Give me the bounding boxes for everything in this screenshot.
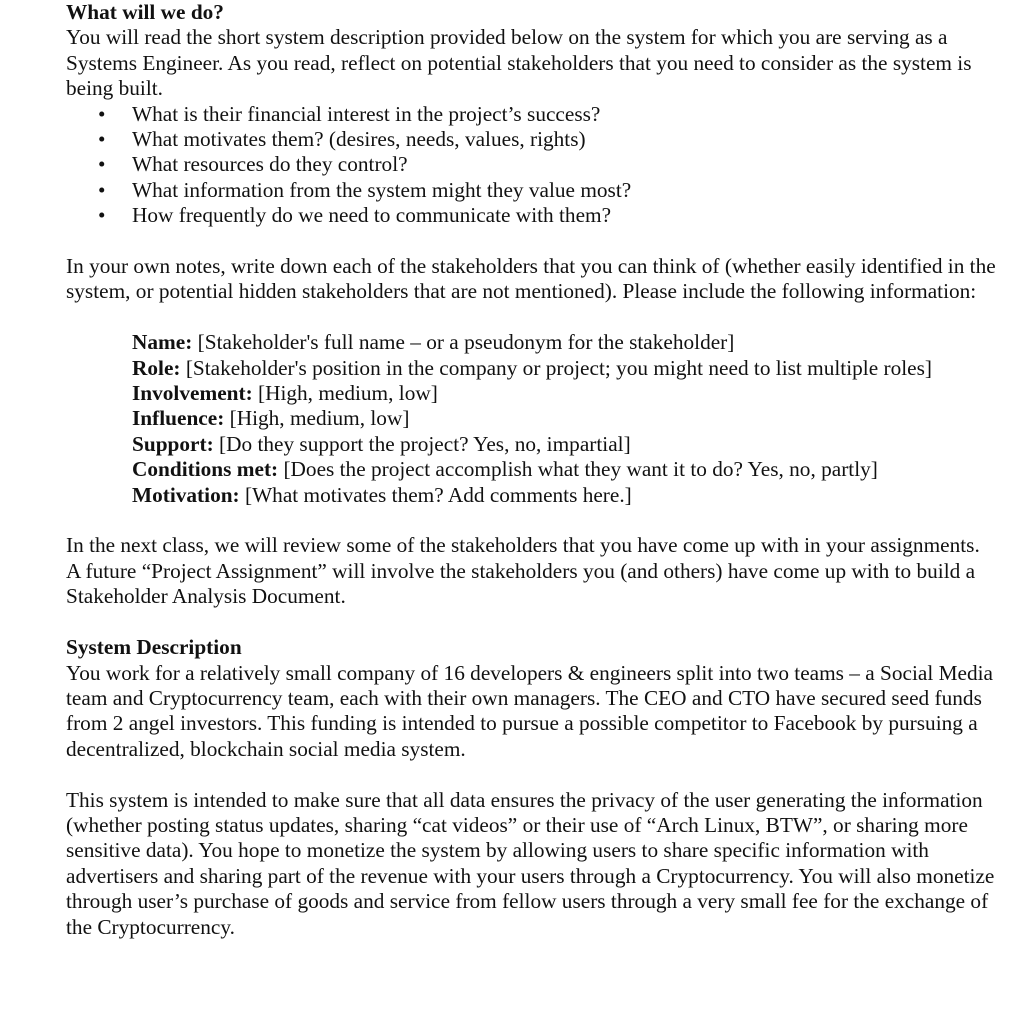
question-text: What motivates them? (desires, needs, values, rights): [132, 127, 586, 152]
question-list: [66, 102, 996, 229]
field-label: Name:: [132, 330, 193, 355]
spacer: [66, 229, 996, 254]
list-item: [66, 102, 996, 127]
bullet-icon: •: [98, 177, 106, 202]
field-label: Role:: [132, 355, 181, 380]
what-will-we-do-heading: What will we do?: [66, 0, 224, 24]
field-conditions-met: [132, 457, 996, 482]
field-influence: [132, 406, 996, 431]
document-page: [66, 0, 996, 940]
field-motivation: [132, 483, 996, 508]
field-text: [Stakeholder's position in the company or project; you might need to list multiple roles]: [180, 355, 932, 380]
notes-paragraph: In your own notes, write down each of the stakeholders that you can think of (whether easily identified in the system, or potential hidden stakeholders that are not mentioned). Please include the following information:: [66, 254, 996, 304]
intro-paragraph: You will read the short system description provided below on the system for which you are serving as a Systems Engineer. As you read, reflect on potential stakeholders that you need to consider as the system is being built.: [66, 25, 972, 101]
question-text: What is their financial interest in the project’s success?: [132, 101, 601, 126]
spacer: [66, 305, 996, 330]
list-item: [66, 127, 996, 152]
field-text: [What motivates them? Add comments here.]: [239, 482, 632, 507]
system-description-paragraph-1: You work for a relatively small company of 16 developers & engineers split into two teams – a Social Media team and Cryptocurrency team, each with their own managers. The CEO and CTO have secured seed funds from 2 angel investors. This funding is intended to pursue a possible competitor to Facebook by pursuing a decentralized, blockchain social media system.: [66, 660, 994, 761]
field-text: [High, medium, low]: [224, 406, 410, 431]
field-label: Conditions met:: [132, 457, 279, 482]
field-text: [Does the project accomplish what they want it to do? Yes, no, partly]: [278, 457, 878, 482]
field-label: Involvement:: [132, 381, 253, 406]
question-text: How frequently do we need to communicate with them?: [132, 203, 612, 228]
field-label: Support:: [132, 431, 214, 456]
field-text: [Do they support the project? Yes, no, impartial]: [213, 431, 631, 456]
field-text: [High, medium, low]: [252, 381, 438, 406]
field-support: [132, 432, 996, 457]
stakeholder-fields: [66, 330, 996, 508]
spacer: [66, 508, 996, 533]
list-item: [66, 152, 996, 177]
bullet-icon: •: [98, 127, 106, 152]
field-label: Influence:: [132, 406, 225, 431]
list-item: [66, 178, 996, 203]
bullet-icon: •: [98, 152, 106, 177]
spacer: [66, 762, 996, 787]
field-text: [Stakeholder's full name – or a pseudonym for the stakeholder]: [192, 330, 735, 355]
question-text: What resources do they control?: [132, 152, 408, 177]
next-class-paragraph: In the next class, we will review some of the stakeholders that you have come up with in your assignments. A future “Project Assignment” will involve the stakeholders you (and others) have come up with to build a Stakeholder Analysis Document.: [66, 533, 980, 609]
list-item: [66, 203, 996, 228]
field-name: [132, 330, 996, 355]
field-label: Motivation:: [132, 482, 240, 507]
system-description-paragraph-2: This system is intended to make sure that all data ensures the privacy of the user generating the information (whether posting status updates, sharing “cat videos” or their use of “Arch Linux, BTW”, or sharing more sensitive data). You hope to monetize the system by allowing users to share specific information with advertisers and sharing part of the revenue with your users through a Cryptocurrency. You will also monetize through user’s purchase of goods and service from fellow users through a very small fee for the exchange of the Cryptocurrency.: [66, 787, 995, 939]
spacer: [66, 610, 996, 635]
field-role: [132, 356, 996, 381]
question-text: What information from the system might they value most?: [132, 177, 632, 202]
field-involvement: [132, 381, 996, 406]
bullet-icon: •: [98, 203, 106, 228]
system-description-heading: System Description: [66, 635, 242, 660]
bullet-icon: •: [98, 101, 106, 126]
